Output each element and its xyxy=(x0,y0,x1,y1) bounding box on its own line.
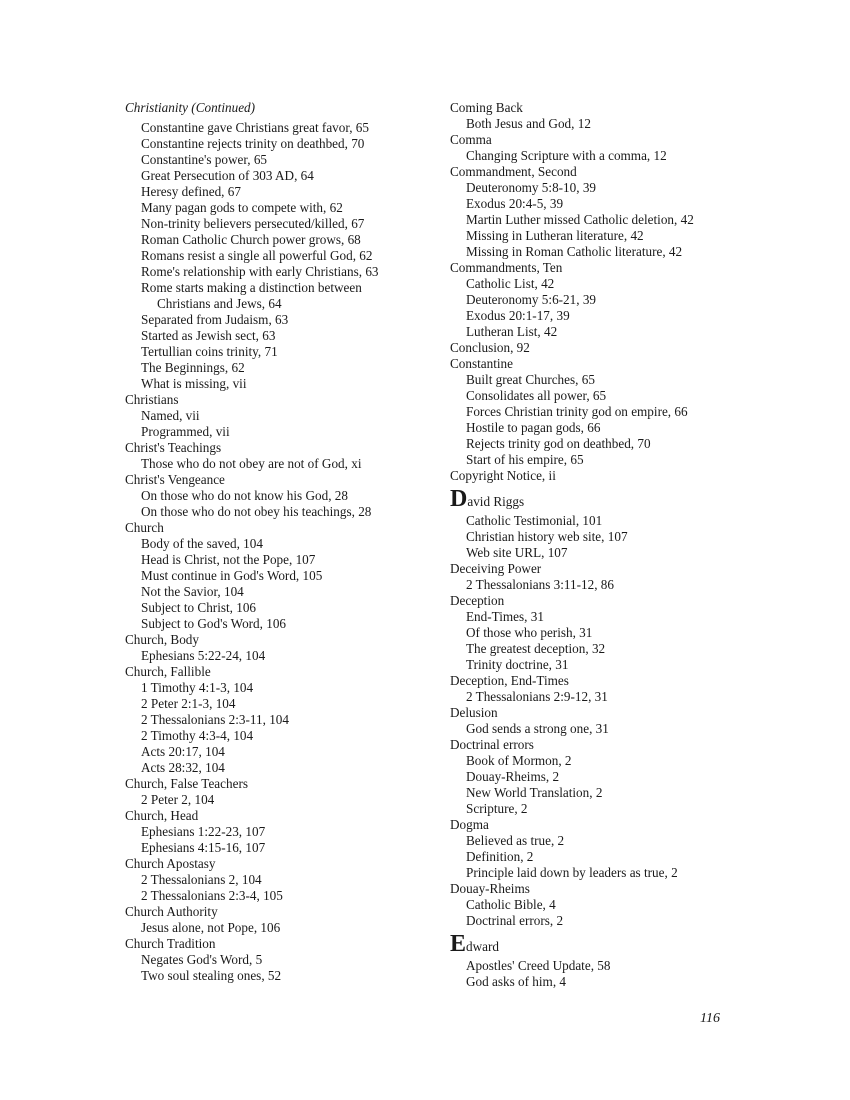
index-term: Doctrinal errors xyxy=(450,737,534,752)
continued-subentries xyxy=(125,120,445,296)
index-subentry: Romans resist a single all powerful God, 62 xyxy=(141,248,373,263)
index-subentry: 2 Peter 2:1-3, 104 xyxy=(141,696,236,711)
index-subentry: End-Times, 31 xyxy=(466,609,544,624)
letter-e-term: dward xyxy=(466,939,499,954)
index-subentry: 2 Timothy 4:3-4, 104 xyxy=(141,728,254,743)
index-entry xyxy=(125,632,445,664)
index-column-right xyxy=(450,100,750,990)
index-subentry: Tertullian coins trinity, 71 xyxy=(141,344,278,359)
index-term: Delusion xyxy=(450,705,498,720)
index-subentry: Jesus alone, not Pope, 106 xyxy=(141,920,281,935)
index-subentry: 2 Thessalonians 2:3-4, 105 xyxy=(141,888,283,903)
continued-subentries-2 xyxy=(125,312,445,392)
index-subentry: Exodus 20:1-17, 39 xyxy=(466,308,570,323)
index-term: Church, Head xyxy=(125,808,199,823)
index-subentry: Principle laid down by leaders as true, 2 xyxy=(466,865,678,880)
index-subentry: 2 Thessalonians 2, 104 xyxy=(141,872,262,887)
index-entry xyxy=(450,164,750,260)
index-subentry: The greatest deception, 32 xyxy=(466,641,606,656)
index-term: Deception, End-Times xyxy=(450,673,569,688)
index-subentry: Subject to God's Word, 106 xyxy=(141,616,287,631)
index-term: Church Tradition xyxy=(125,936,216,951)
index-entry xyxy=(125,472,445,520)
index-entry xyxy=(125,664,445,776)
index-entry xyxy=(450,132,750,164)
index-subentry: Deuteronomy 5:8-10, 39 xyxy=(466,180,597,195)
index-subentry: Rome starts making a distinction between xyxy=(141,280,362,295)
index-subentry: Scripture, 2 xyxy=(466,801,528,816)
index-term: Deception xyxy=(450,593,505,608)
index-subentry: Subject to Christ, 106 xyxy=(141,600,257,615)
index-column-left xyxy=(125,100,445,984)
index-term: Comma xyxy=(450,132,492,147)
index-subentry: 2 Thessalonians 2:9-12, 31 xyxy=(466,689,608,704)
index-subentry: Acts 28:32, 104 xyxy=(141,760,225,775)
index-entry xyxy=(450,737,750,817)
index-entry xyxy=(125,776,445,808)
index-term: Coming Back xyxy=(450,100,523,115)
drop-letter-e: E xyxy=(450,931,467,957)
index-term: Deceiving Power xyxy=(450,561,542,576)
index-entry xyxy=(450,561,750,593)
index-entry xyxy=(125,392,445,440)
index-subentry: On those who do not obey his teachings, 28 xyxy=(141,504,372,519)
index-entry xyxy=(450,468,750,484)
index-entry xyxy=(125,520,445,632)
letter-d-subentries xyxy=(450,513,750,561)
drop-letter-d: D xyxy=(450,486,468,512)
index-subentry: Programmed, vii xyxy=(141,424,230,439)
letter-section-e xyxy=(450,933,750,958)
index-subentry: Negates God's Word, 5 xyxy=(141,952,263,967)
index-term: Dogma xyxy=(450,817,489,832)
index-subentry: 2 Thessalonians 3:11-12, 86 xyxy=(466,577,614,592)
index-subentry: Catholic Bible, 4 xyxy=(466,897,556,912)
index-term: Constantine xyxy=(450,356,514,371)
index-subentry: Constantine's power, 65 xyxy=(141,152,268,167)
index-term: Christ's Vengeance xyxy=(125,472,225,487)
index-entry xyxy=(450,673,750,705)
index-term: Church, Fallible xyxy=(125,664,211,679)
index-entry xyxy=(125,904,445,936)
index-subentry: Changing Scripture with a comma, 12 xyxy=(466,148,667,163)
index-subentry: Heresy defined, 67 xyxy=(141,184,241,199)
index-entry xyxy=(125,808,445,856)
index-subentry: Acts 20:17, 104 xyxy=(141,744,225,759)
index-subentry: Trinity doctrine, 31 xyxy=(466,657,569,672)
index-subentry: On those who do not know his God, 28 xyxy=(141,488,348,503)
index-subentry: Martin Luther missed Catholic deletion, 42 xyxy=(466,212,694,227)
letter-section-d xyxy=(450,488,750,513)
index-term: Copyright Notice, ii xyxy=(450,468,556,483)
index-subentry: Both Jesus and God, 12 xyxy=(466,116,591,131)
index-subentry: Ephesians 4:15-16, 107 xyxy=(141,840,266,855)
index-subentry: 1 Timothy 4:1-3, 104 xyxy=(141,680,254,695)
index-subentry: Head is Christ, not the Pope, 107 xyxy=(141,552,316,567)
index-subentry: Two soul stealing ones, 52 xyxy=(141,968,282,983)
index-term: Church, False Teachers xyxy=(125,776,248,791)
left-entries xyxy=(125,392,445,984)
index-entry xyxy=(450,260,750,340)
index-term: Christ's Teachings xyxy=(125,440,222,455)
index-subentry: Catholic List, 42 xyxy=(466,276,555,291)
index-term: Church Apostasy xyxy=(125,856,216,871)
index-subentry: Hostile to pagan gods, 66 xyxy=(466,420,601,435)
index-subentry: Built great Churches, 65 xyxy=(466,372,595,387)
wrapped-subentry-line: Christians and Jews, 64 xyxy=(157,296,282,311)
index-subentry: Rejects trinity god on deathbed, 70 xyxy=(466,436,651,451)
letter-e-subentries xyxy=(450,958,750,990)
index-subentry: New World Translation, 2 xyxy=(466,785,603,800)
index-subentry: Ephesians 5:22-24, 104 xyxy=(141,648,266,663)
index-entry xyxy=(125,936,445,984)
index-entry xyxy=(450,340,750,356)
index-entry xyxy=(450,881,750,929)
index-entry xyxy=(450,100,750,132)
index-subentry: Start of his empire, 65 xyxy=(466,452,584,467)
continued-heading: Christianity (Continued) xyxy=(125,100,256,115)
index-subentry: Constantine rejects trinity on deathbed, 70 xyxy=(141,136,365,151)
entries-d xyxy=(450,561,750,929)
index-subentry: Christian history web site, 107 xyxy=(466,529,628,544)
index-term: Church Authority xyxy=(125,904,218,919)
index-term: Church, Body xyxy=(125,632,199,647)
page-number: 116 xyxy=(700,1011,720,1026)
index-subentry: Book of Mormon, 2 xyxy=(466,753,572,768)
index-subentry: Body of the saved, 104 xyxy=(141,536,263,551)
entries-c xyxy=(450,100,750,484)
index-entry xyxy=(125,856,445,904)
index-entry xyxy=(450,705,750,737)
index-subentry: Douay-Rheims, 2 xyxy=(466,769,560,784)
index-subentry: Definition, 2 xyxy=(466,849,534,864)
index-subentry: Must continue in God's Word, 105 xyxy=(141,568,323,583)
letter-d-term: avid Riggs xyxy=(467,494,525,509)
index-term: Conclusion, 92 xyxy=(450,340,530,355)
index-subentry: Missing in Lutheran literature, 42 xyxy=(466,228,644,243)
index-subentry: Forces Christian trinity god on empire, 66 xyxy=(466,404,688,419)
index-subentry: 2 Peter 2, 104 xyxy=(141,792,215,807)
index-subentry: Of those who perish, 31 xyxy=(466,625,593,640)
index-subentry: Great Persecution of 303 AD, 64 xyxy=(141,168,314,183)
index-subentry: Those who do not obey are not of God, xi xyxy=(141,456,362,471)
index-term: Douay-Rheims xyxy=(450,881,530,896)
index-entry xyxy=(125,440,445,472)
index-subentry: Non-trinity believers persecuted/killed, 67 xyxy=(141,216,365,231)
index-subentry: Missing in Roman Catholic literature, 42 xyxy=(466,244,683,259)
index-subentry: Web site URL, 107 xyxy=(466,545,568,560)
index-term: Commandment, Second xyxy=(450,164,577,179)
index-subentry: Lutheran List, 42 xyxy=(466,324,558,339)
index-subentry: Not the Savior, 104 xyxy=(141,584,244,599)
index-subentry: Catholic Testimonial, 101 xyxy=(466,513,603,528)
index-subentry: Believed as true, 2 xyxy=(466,833,565,848)
index-entry xyxy=(450,593,750,673)
index-subentry: Consolidates all power, 65 xyxy=(466,388,607,403)
index-subentry: Roman Catholic Church power grows, 68 xyxy=(141,232,361,247)
index-subentry: Constantine gave Christians great favor, 65 xyxy=(141,120,369,135)
index-term: Church xyxy=(125,520,164,535)
index-subentry: What is missing, vii xyxy=(141,376,247,391)
index-subentry: Apostles' Creed Update, 58 xyxy=(466,958,611,973)
index-entry xyxy=(450,817,750,881)
index-subentry: Exodus 20:4-5, 39 xyxy=(466,196,564,211)
index-subentry: Many pagan gods to compete with, 62 xyxy=(141,200,343,215)
index-term: Christians xyxy=(125,392,179,407)
index-subentry: 2 Thessalonians 2:3-11, 104 xyxy=(141,712,289,727)
index-subentry: Rome's relationship with early Christians, 63 xyxy=(141,264,379,279)
index-entry xyxy=(450,356,750,468)
index-subentry: God asks of him, 4 xyxy=(466,974,567,989)
index-subentry: Doctrinal errors, 2 xyxy=(466,913,564,928)
index-subentry: Deuteronomy 5:6-21, 39 xyxy=(466,292,597,307)
index-term: Commandments, Ten xyxy=(450,260,563,275)
index-subentry: Ephesians 1:22-23, 107 xyxy=(141,824,266,839)
index-subentry: Started as Jewish sect, 63 xyxy=(141,328,276,343)
index-subentry: Separated from Judaism, 63 xyxy=(141,312,289,327)
index-subentry: God sends a strong one, 31 xyxy=(466,721,609,736)
index-subentry: The Beginnings, 62 xyxy=(141,360,245,375)
index-subentry: Named, vii xyxy=(141,408,200,423)
